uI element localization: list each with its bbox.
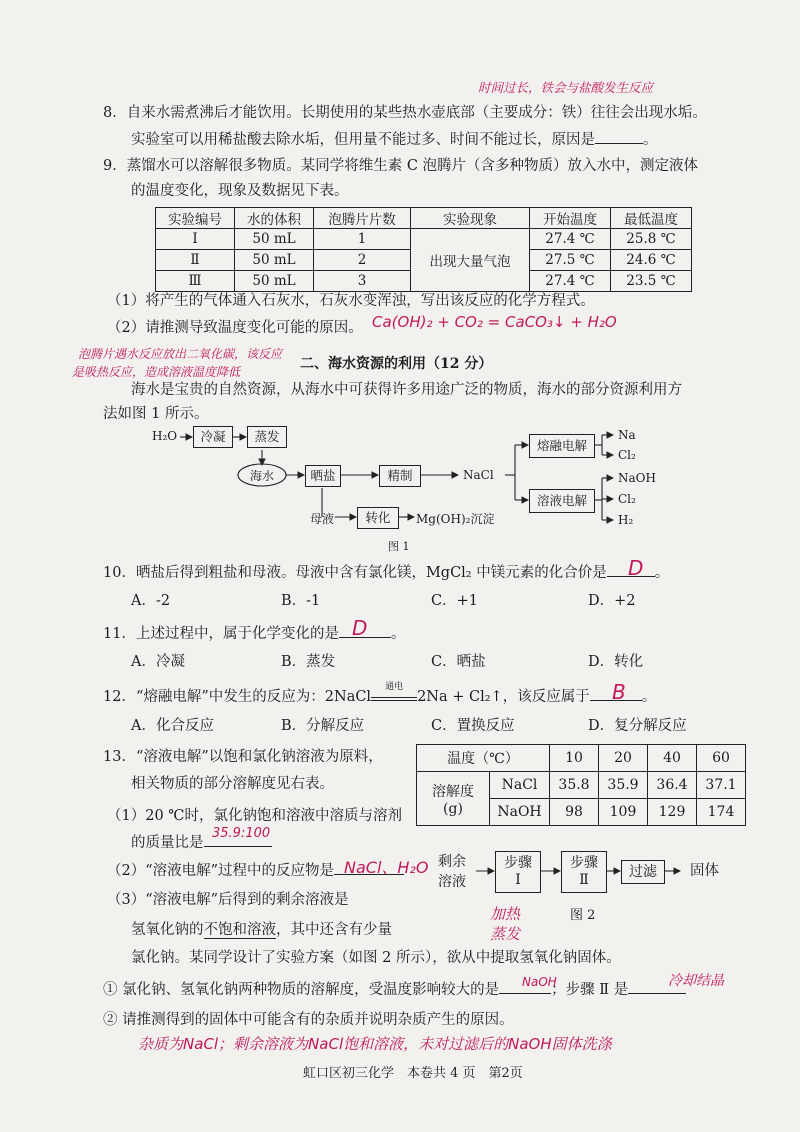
solid-label: 固体 (690, 863, 719, 879)
page-footer: 虹口区初三化学 本卷共 4 页 第2页 (303, 1066, 523, 1081)
q13-sub3: （3）“溶液电解”后得到的剩余溶液是 (107, 892, 349, 908)
q11-option-d: D．转化 (588, 654, 644, 670)
convert-box: 转化 (357, 507, 399, 529)
nacl-label: NaCl (463, 468, 494, 482)
na-label: Na (618, 428, 636, 442)
filter-box: 过滤 (621, 860, 665, 884)
q11-stem: 11．上述过程中，属于化学变化的是 。 (103, 626, 406, 642)
section-intro1: 海水是宝贵的自然资源，从海水中可获得许多用途广泛的物质，海水的部分资源利用方 (131, 382, 682, 398)
handwritten-answer-q12: B (612, 680, 626, 704)
cl2-label-a: Cl₂ (618, 448, 636, 462)
section-intro2: 法如图 1 所示。 (103, 406, 209, 422)
melt-electrolysis-box: 熔融电解 (529, 434, 595, 458)
q10-stem: 10．晒盐后得到粗盐和母液。母液中含有氯化镁，MgCl₂ 中镁元素的化合价是 。 (103, 565, 670, 581)
q8-line2: 实验室可以用稀盐酸去除水垢，但用量不能过多、时间不能过长，原因是 。 (131, 132, 658, 148)
handwritten-note-q9-2: 是吸热反应，造成溶液温度降低 (72, 365, 241, 379)
q13-sub3b: 氢氧化钠的不饱和溶液，其中还含有少量 (131, 922, 392, 938)
handwritten-note-q9-1: 泡腾片遇水反应放出二氧化碳，该反应 (78, 347, 283, 361)
q10-option-d: D．+2 (588, 593, 636, 609)
seawater-label: 海水 (250, 469, 275, 483)
remaining-label-1: 剩余 (438, 854, 466, 870)
mgoh2-label: Mg(OH)₂沉淀 (416, 512, 495, 526)
q11-option-c: C．晒盐 (431, 654, 486, 670)
table-row: 温度（℃） 10 20 40 60 (417, 745, 746, 772)
q13-sub2: （2）“溶液电解”过程中的反应物是 (107, 861, 404, 881)
handwritten-answer-q11: D (352, 616, 368, 640)
q12-option-c: C．置换反应 (431, 718, 515, 734)
q9-sub2: （2）请推测导致温度变化可能的原因。 (107, 320, 363, 336)
phenomenon-cell: 出现大量气泡 (411, 229, 530, 292)
table-row: NaOH 98 109 129 174 (417, 799, 746, 826)
q13-sub1b: 的质量比是 (131, 833, 272, 853)
handwritten-answer-q10: D (628, 556, 644, 580)
q11-option-b: B．蒸发 (281, 654, 336, 670)
section-title: 二、海水资源的利用（12 分） (300, 356, 493, 372)
q13-item1-blank1[interactable] (499, 993, 551, 994)
q10-option-c: C．+1 (431, 593, 478, 609)
q13-item1-blank2[interactable] (628, 993, 686, 994)
table-row: 溶解度 (g) NaCl 35.8 35.9 36.4 37.1 (417, 772, 746, 799)
handwritten-answer-q13-2: NaCl、H₂O (344, 858, 429, 877)
q13-sub3c: 氯化钠。某同学设计了实验方案（如图 2 所示），欲从中提取氢氧化钠固体。 (131, 950, 621, 966)
q10-option-b: B．-1 (281, 593, 321, 609)
step2-box: 步骤 Ⅱ (561, 851, 607, 893)
q13-line1: 13．“溶液电解”以饱和氯化钠溶液为原料， (103, 749, 383, 765)
q8-line1: 8．自来水需煮沸后才能饮用。长期使用的某些热水壶底部（主要成分：铁）往往会出现水垢。 (103, 105, 707, 121)
remaining-label-2: 溶液 (438, 874, 466, 890)
experiment-table-header: 实验编号 水的体积 泡腾片片数 实验现象 开始温度 最低温度 (156, 208, 692, 229)
evaporate-box: 蒸发 (247, 426, 287, 448)
table-row: Ⅱ 50 mL 2 27.5 ℃ 24.6 ℃ (156, 250, 692, 271)
solution-electrolysis-box: 溶液电解 (529, 489, 595, 513)
q12-condition: 通电 (371, 688, 417, 701)
q9-line1: 9．蒸馏水可以溶解很多物质。某同学将维生素 C 泡腾片（含多种物质）放入水中，测定液体 (103, 158, 699, 174)
handwritten-answer-impurity: 杂质为NaCl；剩余溶液为NaCl饱和溶液，未对过滤后的NaOH固体洗涤 (138, 1035, 612, 1053)
step1-box: 步骤 Ⅰ (495, 851, 541, 893)
naoh-label: NaOH (618, 471, 656, 485)
q12-option-b: B．分解反应 (281, 718, 365, 734)
h2-label: H₂ (618, 513, 634, 527)
cool-box: 冷凝 (193, 426, 233, 448)
q12-option-d: D．复分解反应 (588, 718, 687, 734)
handwritten-equation: Ca(OH)₂ + CO₂ = CaCO₃↓ + H₂O (372, 313, 617, 331)
q13-item1: ① 氯化钠、氢氧化钠两种物质的溶解度，受温度影响较大的是 ；步骤 Ⅱ 是 (103, 980, 686, 1000)
cl2-label-b: Cl₂ (618, 492, 636, 506)
refine-box: 精制 (379, 465, 421, 487)
q12-stem: 12．“熔融电解”中发生的反应为：2NaCl 通电 2Na + Cl₂↑，该反应属于 。 (103, 682, 657, 705)
q13-sub1a: （1）20 ℃时，氯化钠饱和溶液中溶质与溶剂 (107, 808, 403, 824)
handwritten-step1: 加热蒸发 (490, 905, 521, 943)
q12-option-a: A．化合反应 (131, 718, 214, 734)
q9-sub1: （1）将产生的气体通入石灰水，石灰水变浑浊，写出该反应的化学方程式。 (107, 293, 595, 309)
handwritten-note-q8: 时间过长，铁会与盐酸发生反应 (478, 80, 654, 95)
handwritten-answer-naoh: NaOH (522, 975, 557, 989)
q13-line2: 相关物质的部分溶解度见右表。 (131, 776, 334, 792)
mother-liquor-label: 母液 (310, 512, 335, 526)
figure2-caption: 图 2 (570, 908, 596, 923)
q10-option-a: A．-2 (131, 593, 171, 609)
table-row: Ⅲ 50 mL 3 27.4 ℃ 23.5 ℃ (156, 271, 692, 292)
q13-item2: ② 请推测得到的固体中可能含有的杂质并说明杂质产生的原因。 (103, 1012, 514, 1028)
handwritten-answer-q13-1: 35.9:100 (212, 826, 271, 841)
q9-line2: 的温度变化，现象及数据见下表。 (131, 183, 349, 199)
table-row: Ⅰ 50 mL 1 出现大量气泡 27.4 ℃ 25.8 ℃ (156, 229, 692, 250)
figure1-caption: 图 1 (388, 540, 410, 553)
q11-option-a: A．冷凝 (131, 654, 185, 670)
handwritten-answer-step2: 冷却结晶 (668, 973, 724, 989)
h2o-label: H₂O (152, 429, 178, 443)
salt-drying-box: 晒盐 (305, 465, 341, 487)
